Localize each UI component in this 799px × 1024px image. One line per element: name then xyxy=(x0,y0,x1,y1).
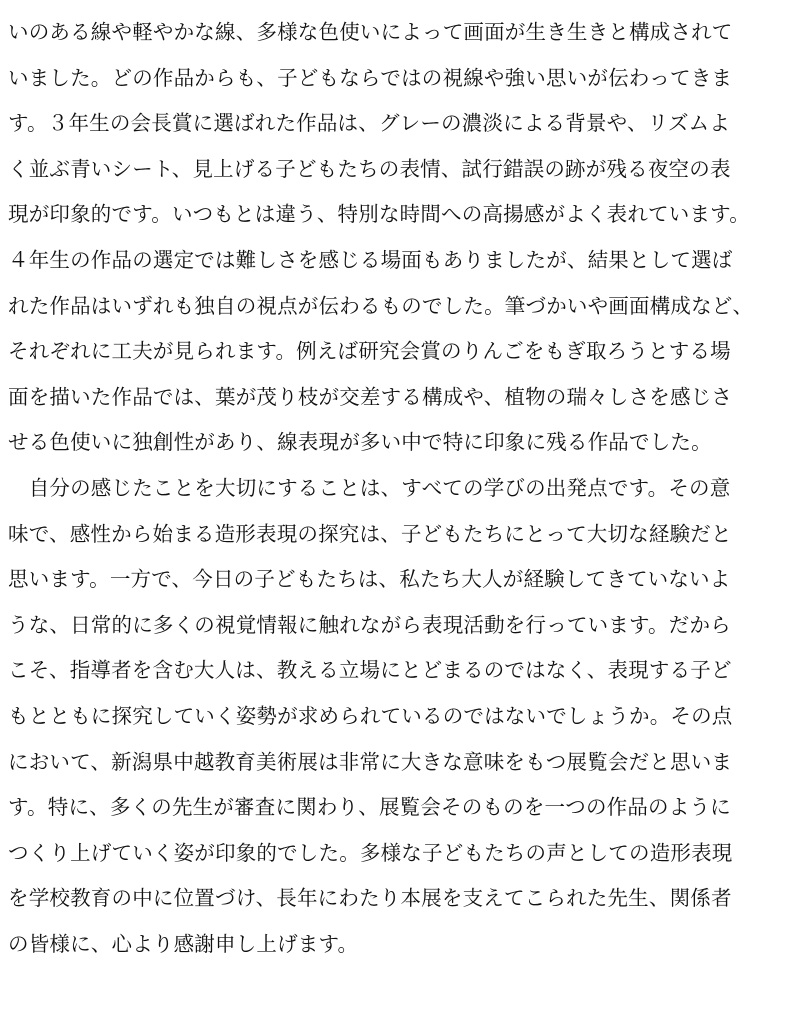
text-line-10: せる色使いに独創性があり、線表現が多い中で特に印象に残る作品でした。 xyxy=(8,430,712,455)
text-line-15: こそ、指導者を含む大人は、教える立場にとどまるのではなく、表現する子ど xyxy=(8,658,732,683)
text-line-02: いました。どの作品からも、子どもならではの視線や強い思いが伝わってきま xyxy=(8,65,733,90)
text-line-08: それぞれに工夫が見られます。例えば研究会賞のりんごをもぎ取ろうとする場 xyxy=(8,339,731,364)
text-line-21: の皆様に、心より感謝申し上げます。 xyxy=(8,931,359,956)
text-line-09: 面を描いた作品では、葉が茂り枝が交差する構成や、植物の瑞々しさを感じさ xyxy=(8,384,733,409)
text-line-06: ４年生の作品の選定では難しさを感じる場面もありましたが、結果として選ば xyxy=(8,247,733,272)
text-line-20: を学校教育の中に位置づけ、長年にわたり本展を支えてこられた先生、関係者 xyxy=(8,886,732,911)
text-line-17: において、新潟県中越教育美術展は非常に大きな意味をもつ展覧会だと思いま xyxy=(8,749,733,774)
text-line-12: 味で、感性から始まる造形表現の探究は、子どもたちにとって大切な経験だと xyxy=(8,521,732,546)
text-line-13: 思います。一方で、今日の子どもたちは、私たち大人が経験してきていないよ xyxy=(8,567,731,592)
text-line-07: れた作品はいずれも独自の視点が伝わるものでした。筆づかいや画面構成など、 xyxy=(8,293,754,318)
text-line-04: く並ぶ青いシート、見上げる子どもたちの表情、試行錯誤の跡が残る夜空の表 xyxy=(8,156,731,181)
text-line-16: もとともに探究していく姿勢が求められているのではないでしょうか。その点 xyxy=(8,703,733,728)
text-line-19: つくり上げていく姿が印象的でした。多様な子どもたちの声としての造形表現 xyxy=(8,840,733,865)
text-line-01: いのある線や軽やかな線、多様な色使いによって画面が生き生きと構成されて xyxy=(8,20,733,44)
text-line-11: 自分の感じたことを大切にすることは、すべての学びの出発点です。その意 xyxy=(8,475,731,500)
text-line-03: す。３年生の会長賞に選ばれた作品は、グレーの濃淡による背景や、リズムよ xyxy=(8,111,731,136)
text-line-05: 現が印象的です。いつもとは違う、特別な時間への高揚感がよく表れています。 xyxy=(8,202,750,227)
text-line-18: す。特に、多くの先生が審査に関わり、展覧会そのものを一つの作品のように xyxy=(8,795,731,820)
text-line-14: うな、日常的に多くの視覚情報に触れながら表現活動を行っています。だから xyxy=(8,612,731,637)
